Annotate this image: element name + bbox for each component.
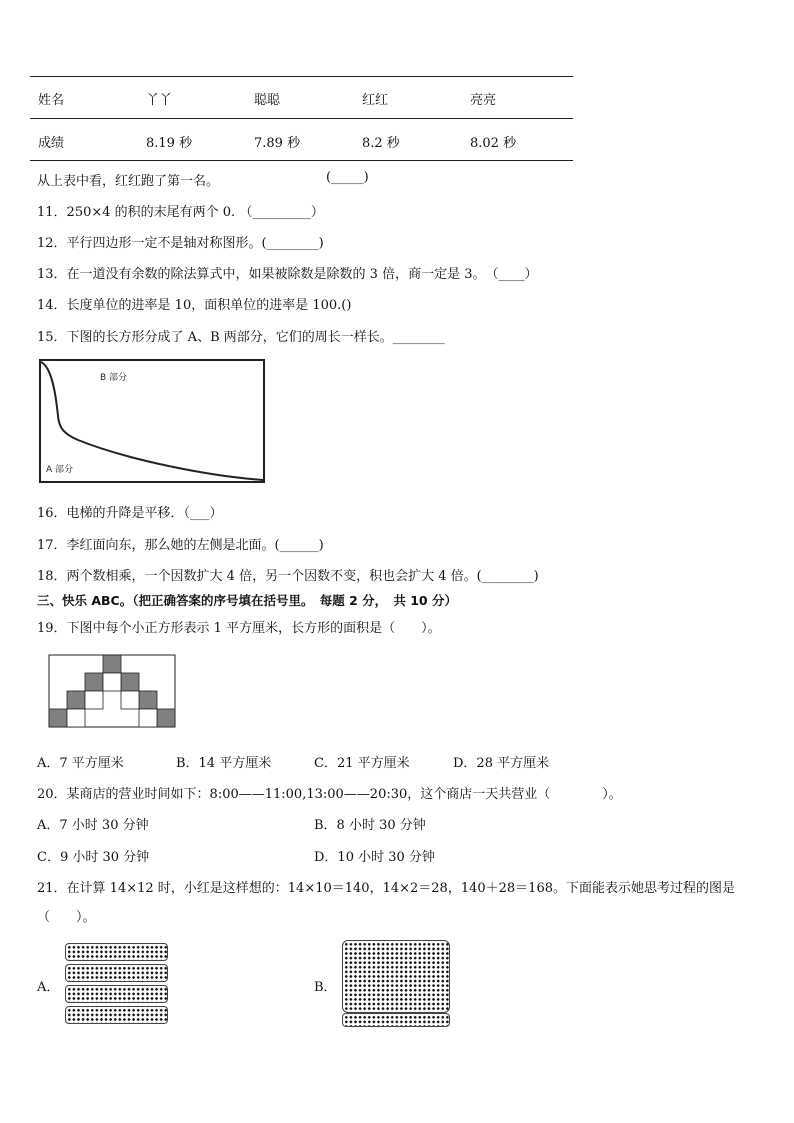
question-21: 21．在计算 14×12 时，小红是这样想的：14×10＝140，14×2＝28，140＋28＝168。下面能表示她思考过程的图是 (37, 881, 735, 896)
option-19-a[interactable]: A．7 平方厘米 (37, 756, 124, 771)
question-19: 19．下图中每个小正方形表示 1 平方厘米，长方形的面积是（ ）。 (37, 621, 441, 636)
table-cell: 8.19 秒 (146, 136, 193, 151)
question-21-continued: （ ）。 (37, 910, 96, 925)
option-20-c[interactable]: C．9 小时 30 分钟 (37, 850, 150, 865)
table-bottom-rule (30, 160, 573, 161)
question-18: 18．两个数相乘，一个因数扩大 4 倍，另一个因数不变，积也会扩大 4 倍。(________) (37, 569, 539, 584)
question-16: 16．电梯的升降是平移．（___） (37, 506, 223, 521)
option-19-b[interactable]: B．14 平方厘米 (176, 756, 272, 771)
question-11: 11．250×4 的积的末尾有两个 0. （_________） (37, 205, 324, 220)
table-cell: 8.02 秒 (470, 136, 517, 151)
question-15: 15．下图的长方形分成了 A、B 两部分，它们的周长一样长。________ (37, 330, 445, 345)
dot-row-bar (65, 985, 168, 1003)
table-header-cell: 聪聪 (254, 93, 281, 108)
section-heading: 三、快乐 ABC。（把正确答案的序号填在括号里。 每题 2 分， 共 10 分） (37, 593, 457, 608)
dot-row-bar (65, 964, 168, 982)
table-header-cell: 亮亮 (470, 93, 497, 108)
dot-block (342, 940, 450, 1013)
staircase-grid-figure (48, 654, 176, 728)
table-header-cell: 丫丫 (146, 93, 173, 108)
dot-row-bar (342, 1013, 450, 1027)
question-17: 17．李红面向东，那么她的左侧是北面。(______) (37, 538, 324, 553)
table-cell: 成绩 (38, 136, 65, 151)
question-13: 13．在一道没有余数的除法算式中，如果被除数是除数的 3 倍，商一定是 3。 （____） (37, 267, 538, 282)
option-19-d[interactable]: D．28 平方厘米 (453, 756, 550, 771)
option-20-d[interactable]: D．10 小时 30 分钟 (314, 850, 435, 865)
answer-blank-10[interactable]: (_____) (326, 170, 369, 185)
table-cell: 8.2 秒 (362, 136, 400, 151)
figure-label-b: B 部分 (100, 373, 128, 383)
dot-row-bar (65, 943, 168, 961)
table-cell: 7.89 秒 (254, 136, 301, 151)
figure-label-a: A 部分 (46, 465, 74, 475)
table-top-rule (30, 76, 573, 77)
question-20: 20．某商店的营业时间如下：8:00——11:00,13:00——20:30，这个商店一天共营业（ ）。 (37, 787, 622, 802)
option-19-c[interactable]: C．21 平方厘米 (314, 756, 410, 771)
question-14: 14．长度单位的进率是 10，面积单位的进率是 100.() (37, 298, 352, 313)
option-21-b[interactable]: B． (314, 980, 337, 995)
option-20-b[interactable]: B．8 小时 30 分钟 (314, 818, 426, 833)
question-12: 12．平行四边形一定不是轴对称图形。(________) (37, 236, 324, 251)
dot-row-bar (65, 1006, 168, 1024)
table-middle-rule (30, 118, 573, 119)
option-20-a[interactable]: A．7 小时 30 分钟 (37, 818, 149, 833)
table-header-cell: 姓名 (38, 93, 65, 108)
question-10: 从上表中看，红红跑了第一名。 (37, 174, 220, 189)
rectangle-ab-figure (38, 358, 266, 484)
table-header-cell: 红红 (362, 93, 389, 108)
option-21-a[interactable]: A． (37, 980, 60, 995)
